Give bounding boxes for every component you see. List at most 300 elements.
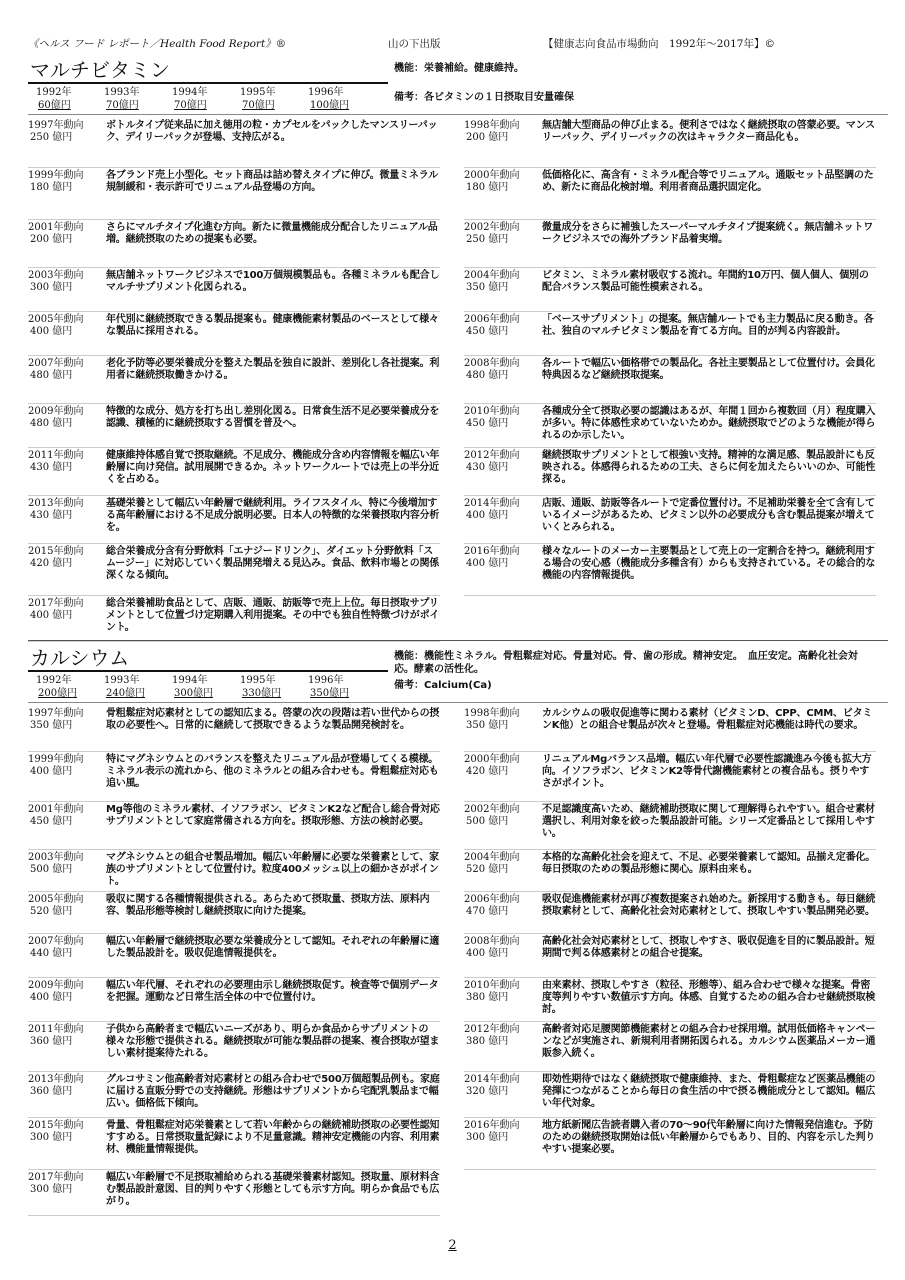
trend-year-label [464, 120, 540, 144]
year-value: 70億円 [242, 100, 275, 111]
trend-year-label [464, 498, 540, 522]
trend-entry [464, 1024, 884, 1072]
entry-rule [28, 311, 440, 312]
trend-year-label [28, 120, 104, 144]
trend-entry [28, 222, 448, 268]
entry-rule [28, 543, 440, 544]
year-market-size [172, 674, 242, 700]
section-function: 機能：機能性ミネラル。骨粗鬆症対応。骨量対応。骨、歯の形成。精神安定。 血圧安定。高齢化社会対応。酵素の活性化。 [394, 651, 858, 675]
trend-entry [464, 222, 884, 268]
trend-year: 2009年動向 [28, 980, 84, 991]
trend-text: 吸収に関する各種情報提供される。あらためて摂取量、摂取方法、原料内容、製品形態等検討し継続摂取に向けた提案。 [106, 894, 430, 917]
trend-year-label [28, 498, 104, 522]
trend-year: 2013年動向 [28, 1074, 84, 1085]
trend-text: 子供から高齢者まで幅広いニーズがあり、明らか食品からサプリメントの様々な形態で提供される。継続摂取が可能な製品群の提案、複合摂取が望ましい素材提案待たれる。 [106, 1024, 440, 1059]
trend-text: さらにマルチタイプ化進む方向。新たに微量機能成分配合したリニュアル品増。継続摂取のための提案も必要。 [106, 222, 438, 245]
year-value: 330億円 [242, 688, 282, 699]
trend-year: 2006年動向 [464, 314, 520, 325]
year-label: 1992年 [36, 675, 72, 686]
trend-year: 2005年動向 [28, 894, 84, 905]
trend-entry [464, 358, 884, 404]
trend-entry [464, 498, 884, 544]
trend-year-label [464, 406, 540, 430]
trend-entry [464, 450, 884, 496]
trend-value: 380 億円 [466, 992, 509, 1003]
trend-value: 480 億円 [30, 370, 73, 381]
trend-year: 1998年動向 [464, 708, 520, 719]
entry-rule [464, 355, 876, 356]
trend-year: 2002年動向 [464, 222, 520, 233]
trend-year: 2003年動向 [28, 270, 84, 281]
trend-value: 500 億円 [466, 816, 509, 827]
trend-year-label [28, 708, 104, 732]
trend-text: 「ベースサプリメント」の提案。無店舗ルートでも主力製品に戻る動き。各社、独自のマルチビタミン製品を育てる方向。目的が判る内容設計。 [542, 314, 874, 337]
entry-rule [464, 543, 876, 544]
trend-entry [28, 598, 448, 642]
trend-text: グルコサミン他高齢者対応素材との組み合わせで500万個超製品例も。家庭に届ける直販分野での支持継続。形態はサプリメントから宅配乳製品まで幅広い。価格低下傾向。 [106, 1074, 440, 1109]
trend-text: 継続摂取サプリメントとして根強い支持。精神的な満足感、製品設計にも反映される。体感得られるための工夫、さらに何を加えたらいいのか、可能性探る。 [542, 450, 876, 485]
trend-value: 470 億円 [466, 906, 509, 917]
trend-year: 2004年動向 [464, 270, 520, 281]
trend-entry [28, 498, 448, 544]
trend-year: 2001年動向 [28, 804, 84, 815]
trend-entry [464, 852, 884, 892]
entry-rule [28, 267, 440, 268]
trend-year: 2017年動向 [28, 598, 84, 609]
trend-text: 各ブランド売上小型化。セット商品は詰め替えタイプに伸び。微量ミネラル規制緩和・表示許可でリニュアル品登場の方向。 [106, 170, 438, 193]
trend-value: 400 億円 [30, 326, 73, 337]
year-value: 60億円 [38, 100, 71, 111]
trend-year-label [28, 1172, 104, 1196]
trend-year-label [464, 708, 540, 732]
trend-year-label [28, 804, 104, 828]
trend-year: 2003年動向 [28, 852, 84, 863]
trend-year-label [28, 1074, 104, 1098]
trend-text: リニュアルMgバランス品増。幅広い年代層で必要性認識進み今後も拡大方向。イソフラボン、ビタミンK2等骨代謝機能素材との複合品も。摂りやすさがポイント。 [542, 754, 872, 789]
year-label: 1995年 [240, 87, 276, 98]
year-value: 200億円 [38, 688, 78, 699]
trend-year: 2016年動向 [464, 1120, 520, 1131]
trend-entry [28, 894, 448, 934]
trend-entry [464, 120, 884, 168]
trend-value: 350 億円 [30, 720, 73, 731]
trend-entry [28, 754, 448, 802]
trend-year-label [28, 314, 104, 338]
trend-value: 180 億円 [30, 182, 73, 193]
year-market-size [172, 86, 242, 112]
section-multivitamin [28, 58, 888, 638]
trend-value: 350 億円 [466, 282, 509, 293]
trend-entry [464, 754, 884, 802]
trend-entry [28, 546, 448, 596]
trend-value: 420 億円 [30, 558, 73, 569]
trend-year: 1997年動向 [28, 708, 84, 719]
trend-year: 2010年動向 [464, 980, 520, 991]
trend-value: 320 億円 [466, 1086, 509, 1097]
trend-entry [28, 450, 448, 496]
entry-rule [464, 1117, 876, 1118]
trend-text: 即効性期待ではなく継続摂取で健康維持、また、骨粗鬆症など医薬品機能の発揮につながることから毎日の食生活の中で摂る機能成分として認知。幅広い年代対象。 [542, 1074, 876, 1109]
trend-entry [28, 314, 448, 356]
trend-text: 特徴的な成分、処方を打ち出し差別化図る。日常食生活不足必要栄養成分を認識、積極的に継続摂取する習慣を普及へ。 [106, 406, 440, 429]
year-market-size [104, 86, 174, 112]
trend-value: 400 億円 [30, 610, 73, 621]
trend-entry [464, 1074, 884, 1118]
entry-rule [464, 447, 876, 448]
trend-year: 2012年動向 [464, 450, 520, 461]
trend-year: 2006年動向 [464, 894, 520, 905]
trend-entry [464, 1120, 884, 1170]
entry-rule [464, 849, 876, 850]
trend-year-label [28, 980, 104, 1004]
year-market-size [36, 674, 106, 700]
trend-year: 2004年動向 [464, 852, 520, 863]
trend-entry [28, 406, 448, 448]
trend-year-label [28, 1120, 104, 1144]
entry-rule [28, 355, 440, 356]
trend-year-label [464, 894, 540, 918]
trend-year-label [28, 406, 104, 430]
trend-text: 健康維持体感自覚で摂取継続。不足成分、機能成分含め内容情報を幅広い年齢層に向け発信。試用展開できるか。ネットワークルートでは売上の半分近くを占める。 [106, 450, 440, 485]
trend-text: 基礎栄養として幅広い年齢層で継続利用。ライフスタイル、特に今後増加する高年齢層における不足成分説明必要。日本人の特徴的な栄養摂取内容分析を。 [106, 498, 440, 533]
trend-year: 1999年動向 [28, 170, 84, 181]
trend-year-label [464, 1120, 540, 1144]
trend-value: 430 億円 [466, 462, 509, 473]
trend-text: カルシウムの吸収促進等に関わる素材（ビタミンD、CPP、CMM、ビタミンK他）との組合せ製品が次々と登場。骨粗鬆症対応機能は時代の要求。 [542, 708, 873, 731]
year-market-size [240, 674, 310, 700]
trend-year: 2015年動向 [28, 546, 84, 557]
trend-year: 2000年動向 [464, 170, 520, 181]
trend-year-label [28, 936, 104, 960]
entry-rule [464, 167, 876, 168]
trend-entry [464, 894, 884, 934]
header-publisher: 山の下出版 [388, 38, 441, 50]
trend-text: 不足認識度高いため、継続補助摂取に関して理解得られやすい。組合せ素材選択し、利用対象を絞った製品設計可能。シリーズ定番品として採用しやすい。 [542, 804, 875, 839]
entry-rule [464, 267, 876, 268]
trend-entry [28, 804, 448, 850]
year-label: 1996年 [308, 675, 344, 686]
trend-value: 380 億円 [466, 1036, 509, 1047]
trend-value: 180 億円 [466, 182, 509, 193]
trend-year-label [28, 270, 104, 294]
trend-text: 年代別に継続摂取できる製品提案も。健康機能素材製品のベースとして様々な製品に採用される。 [106, 314, 439, 337]
trend-value: 300 億円 [30, 282, 73, 293]
market-size-years [28, 86, 388, 114]
trend-text: 低価格化に、高含有・ミネラル配合等でリニュアル。通販セット品堅調のため、新たに商品化検討増。利用者商品選択固定化。 [542, 170, 874, 193]
trend-entry [464, 406, 884, 448]
trend-text: 無店舗大型商品の伸び止まる。便利さではなく継続摂取の啓蒙必要。マンスリーパック、デイリーパックの次はキャラクター商品化も。 [542, 120, 875, 143]
trend-year-label [28, 358, 104, 382]
trend-year-label [464, 936, 540, 960]
trend-text: 総合栄養補助食品として、店販、通販、訪販等で売上上位。毎日摂取サプリメントとして位置づけ定期購入利用提案。その中でも独自性特徴づけがポイント。 [106, 598, 440, 633]
trend-entry [28, 1120, 448, 1170]
trend-entry [464, 708, 884, 752]
trend-entry [28, 980, 448, 1022]
entry-rule [28, 801, 440, 802]
trend-entry [28, 120, 448, 168]
trend-value: 500 億円 [30, 864, 73, 875]
entry-rule [28, 167, 440, 168]
entry-rule [28, 403, 440, 404]
trend-value: 450 億円 [466, 418, 509, 429]
year-market-size [104, 674, 174, 700]
entry-rule [464, 1021, 876, 1022]
year-label: 1995年 [240, 675, 276, 686]
entry-rule [28, 595, 440, 596]
trend-entry [464, 804, 884, 850]
years-rule [28, 114, 888, 115]
trend-value: 480 億円 [30, 418, 73, 429]
trend-year: 1998年動向 [464, 120, 520, 131]
trend-entry [28, 936, 448, 978]
entry-rule [28, 849, 440, 850]
year-label: 1994年 [172, 675, 208, 686]
section-divider [28, 640, 888, 641]
trend-year: 2002年動向 [464, 804, 520, 815]
year-value: 70億円 [174, 100, 207, 111]
trend-value: 450 億円 [466, 326, 509, 337]
section-note: 備考：Calcium(Ca) [394, 680, 492, 691]
trend-value: 300 億円 [466, 1132, 509, 1143]
trend-text: 幅広い年齢層で不足摂取補給められる基礎栄養素材認知。摂取量、原材料含む製品設計意図、目的判りやすく形態としても示す方向。明らか食品でも広がり。 [106, 1172, 440, 1207]
trend-value: 360 億円 [30, 1036, 73, 1047]
trend-value: 400 億円 [466, 510, 509, 521]
trend-year: 2007年動向 [28, 358, 84, 369]
trend-text: 本格的な高齢化社会を迎えて、不足、必要栄養素して認知。品揃え定番化。毎日摂取のための製品形態に関心。原料由来も。 [542, 852, 875, 875]
entry-rule [464, 751, 876, 752]
trend-entry [28, 1172, 448, 1216]
trend-value: 440 億円 [30, 948, 73, 959]
entry-rule [28, 641, 440, 642]
entry-rule [464, 891, 876, 892]
trend-year-label [464, 804, 540, 828]
trend-text: 幅広い年代層、それぞれの必要理由示し継続摂取促す。検査等で個別データを把握。運動など日常生活全体の中で位置付け。 [106, 980, 439, 1003]
entry-rule [28, 1169, 440, 1170]
trend-text: ボトルタイプ従来品に加え徳用の粒・カプセルをパックしたマンスリーパック、デイリーパックが登場、支持広がる。 [106, 120, 438, 143]
year-label: 1993年 [104, 675, 140, 686]
trend-entry [28, 170, 448, 220]
trend-value: 400 億円 [30, 992, 73, 1003]
trend-year-label [28, 852, 104, 876]
trend-text: 特にマグネシウムとのバランスを整えたリニュアル品が登場してくる模様。ミネラル表示の流れから、他のミネラルとの組み合わせも。骨粗鬆症対応も追い風。 [106, 754, 439, 789]
entry-rule [464, 801, 876, 802]
trend-year: 2008年動向 [464, 936, 520, 947]
trend-text: 骨量、骨粗鬆症対応栄養素として若い年齢からの継続補助摂取の必要性認知すすめる。日常摂取量記録により不足量意識。精神安定機能の内容、利用素材、機能量情報提供。 [106, 1120, 440, 1155]
section-note: 備考：各ビタミンの１日摂取目安量確保 [394, 92, 574, 103]
trend-value: 350 億円 [466, 720, 509, 731]
entry-rule [28, 1071, 440, 1072]
year-value: 240億円 [106, 688, 146, 699]
trend-value: 430 億円 [30, 510, 73, 521]
trend-text: Mg等他のミネラル素材、イソフラボン、ビタミンK2など配合し総合骨対応サプリメントとして家庭常備される方向を。摂取形態、方法の検討必要。 [106, 804, 440, 827]
trend-text: 各種成分全て摂取必要の認識はあるが、年間１回から複数回（月）程度購入が多い。特に体感性求めていないためか。継続摂取でどのような機能が得られるのか示したい。 [542, 406, 876, 441]
entry-rule [464, 219, 876, 220]
trend-year-label [464, 546, 540, 570]
trend-text: 無店舗ネットワークビジネスで100万個規模製品も。各種ミネラルも配合しマルチサプリメント化図られる。 [106, 270, 440, 293]
trend-value: 360 億円 [30, 1086, 73, 1097]
year-market-size [308, 674, 378, 700]
trend-year: 2014年動向 [464, 1074, 520, 1085]
entry-rule [28, 1215, 440, 1216]
trend-entry [464, 170, 884, 220]
section-title: カルシウム [28, 646, 388, 672]
trend-text: 総合栄養成分含有分野飲料「エナジードリンク」、ダイエット分野飲料「スムージー」に対応していく製品開発増える見込み。食品、飲料市場との関係深くなる傾向。 [106, 546, 440, 581]
trend-year-label [28, 546, 104, 570]
trend-text: 地方紙新聞広告読者購入者の70～90代年齢層に向けた情報発信進む。予防のための継続摂取開始は低い年齢層からでもあり、目的、内容を示した判りやすい提案必要。 [542, 1120, 876, 1155]
trend-entry [28, 852, 448, 892]
year-label: 1993年 [104, 87, 140, 98]
trend-year-label [464, 980, 540, 1004]
entry-rule [464, 1169, 876, 1170]
trend-entry [464, 314, 884, 356]
trend-value: 400 億円 [466, 558, 509, 569]
trend-year-label [464, 270, 540, 294]
entry-rule [464, 403, 876, 404]
trend-year-label [28, 450, 104, 474]
trend-year-label [464, 450, 540, 474]
trend-year-label [464, 852, 540, 876]
trend-value: 250 億円 [30, 132, 73, 143]
trend-year: 2017年動向 [28, 1172, 84, 1183]
trend-value: 300 億円 [30, 1184, 73, 1195]
trend-year: 2016年動向 [464, 546, 520, 557]
trend-year: 2014年動向 [464, 498, 520, 509]
trend-year: 2007年動向 [28, 936, 84, 947]
entry-rule [28, 1021, 440, 1022]
trend-year-label [28, 894, 104, 918]
trend-text: 各ルートで幅広い価格帯での製品化。各社主要製品として位置付け。会員化特典因るなど継続摂取提案。 [542, 358, 875, 381]
entry-rule [28, 447, 440, 448]
entry-rule [464, 977, 876, 978]
entry-rule [28, 933, 440, 934]
page-number: 2 [448, 1238, 457, 1253]
trend-year-label [28, 598, 104, 622]
trend-year: 1997年動向 [28, 120, 84, 131]
trend-year: 2012年動向 [464, 1024, 520, 1035]
trend-entry [464, 980, 884, 1022]
trend-year: 2000年動向 [464, 754, 520, 765]
trend-entry [28, 708, 448, 752]
trend-year: 1999年動向 [28, 754, 84, 765]
trend-text: ビタミン、ミネラル素材吸収する流れ。年間約10万円、個人個人、個別の配合バランス製品可能性模索される。 [542, 270, 869, 293]
section-function: 機能：栄養補給。健康維持。 [394, 63, 524, 74]
trend-year: 2015年動向 [28, 1120, 84, 1131]
trend-year-label [464, 1074, 540, 1098]
year-value: 350億円 [310, 688, 350, 699]
entry-rule [28, 891, 440, 892]
trend-year: 2011年動向 [28, 450, 84, 461]
trend-value: 200 億円 [30, 234, 73, 245]
trend-year-label [464, 358, 540, 382]
entry-rule [28, 751, 440, 752]
trend-year: 2008年動向 [464, 358, 520, 369]
year-label: 1992年 [36, 87, 72, 98]
trend-value: 400 億円 [466, 948, 509, 959]
trend-year: 2013年動向 [28, 498, 84, 509]
trend-value: 450 億円 [30, 816, 73, 827]
entry-rule [464, 595, 876, 596]
trend-value: 480 億円 [466, 370, 509, 381]
trend-text: 店販、通販、訪販等各ルートで定番位置付け。不足補助栄養を全て含有しているイメージがあるため、ビタミン以外の必要成分も含む製品提案が増えていくとみられる。 [542, 498, 875, 533]
trend-value: 200 億円 [466, 132, 509, 143]
trend-entry [28, 270, 448, 312]
page-header [28, 36, 888, 56]
trend-year-label [464, 1024, 540, 1048]
trend-entry [464, 546, 884, 596]
header-report-title: 【健康志向食品市場動向 1992年～2017年】© [543, 38, 775, 50]
trend-year: 2001年動向 [28, 222, 84, 233]
trend-year-label [464, 222, 540, 246]
entry-rule [28, 977, 440, 978]
trend-text: 様々なルートのメーカー主要製品として売上の一定割合を持つ。継続利用する場合の安心感（機能成分多種含有）からも支持されている。その総合的な機能の内容情報提供。 [542, 546, 876, 581]
trend-entry [28, 358, 448, 404]
years-rule [28, 702, 888, 703]
trend-year-label [464, 170, 540, 194]
trend-year-label [28, 754, 104, 778]
entry-rule [28, 219, 440, 220]
trend-year: 2005年動向 [28, 314, 84, 325]
year-value: 70億円 [106, 100, 139, 111]
trend-year: 2010年動向 [464, 406, 520, 417]
trend-year-label [28, 170, 104, 194]
trend-year: 2011年動向 [28, 1024, 84, 1035]
year-market-size [308, 86, 378, 112]
entry-rule [28, 1117, 440, 1118]
entry-rule [28, 495, 440, 496]
trend-entry [28, 1074, 448, 1118]
trend-value: 430 億円 [30, 462, 73, 473]
year-value: 300億円 [174, 688, 214, 699]
trend-year-label [28, 1024, 104, 1048]
market-size-years [28, 674, 388, 702]
trend-entry [464, 270, 884, 312]
entry-rule [464, 933, 876, 934]
section-calcium [28, 646, 888, 1226]
header-publication: 《ヘルス フード レポート／Health Food Report》® [28, 38, 287, 50]
trend-value: 300 億円 [30, 1132, 73, 1143]
trend-text: 幅広い年齢層で継続摂取必要な栄養成分として認知。それぞれの年齢層に適した製品設計を。吸収促進情報提供を。 [106, 936, 440, 959]
trend-text: 老化予防等必要栄養成分を整えた製品を独自に設計、差別化し各社提案。利用者に継続摂取働きかける。 [106, 358, 440, 381]
trend-value: 420 億円 [466, 766, 509, 777]
year-label: 1996年 [308, 87, 344, 98]
trend-text: 高齢化社会対応素材として、摂取しやすさ、吸収促進を目的に製品設計。短期間で判る体感素材との組合せ提案。 [542, 936, 875, 959]
trend-text: 微量成分をさらに補強したスーパーマルチタイプ提案続く。無店舗ネットワークビジネスでの海外ブランド品着実増。 [542, 222, 873, 245]
section-title: マルチビタミン [28, 58, 388, 84]
trend-year-label [464, 754, 540, 778]
year-market-size [240, 86, 310, 112]
trend-year: 2009年動向 [28, 406, 84, 417]
trend-value: 400 億円 [30, 766, 73, 777]
trend-year-label [464, 314, 540, 338]
entry-rule [464, 495, 876, 496]
trend-value: 520 億円 [466, 864, 509, 875]
trend-text: 骨粗鬆症対応素材としての認知広まる。啓蒙の次の段階は若い世代からの摂取の必要性へ。日常的に継続して摂取できるような製品開発検討を。 [106, 708, 440, 731]
trend-value: 250 億円 [466, 234, 509, 245]
trend-text: 吸収促進機能素材が再び複数提案され始めた。新採用する動きも。毎日継続摂取素材として、高齢化社会対応素材として、摂取しやすい製品開発必要。 [542, 894, 876, 917]
trend-text: 高齢者対応足腰関節機能素材との組み合わせ採用増。試用低価格キャンペーンなどが実施され、新規利用者開拓図られる。カルシウム医薬品メーカー通販参入続く。 [542, 1024, 876, 1059]
entry-rule [464, 311, 876, 312]
year-label: 1994年 [172, 87, 208, 98]
year-value: 100億円 [310, 100, 350, 111]
trend-year-label [28, 222, 104, 246]
trend-text: 由来素材、摂取しやすさ（粒径、形態等）、組み合わせで様々な提案。骨密度等判りやすい数値示す方向。体感、自覚するための組み合わせ継続摂取検討。 [542, 980, 876, 1015]
trend-text: マグネシウムとの組合せ製品増加。幅広い年齢層に必要な栄養素として、家族のサプリメントとして位置付け。粒度400メッシュ以上の細かさがポイント。 [106, 852, 439, 887]
entry-rule [464, 1071, 876, 1072]
year-market-size [36, 86, 106, 112]
trend-entry [464, 936, 884, 978]
trend-entry [28, 1024, 448, 1072]
trend-value: 520 億円 [30, 906, 73, 917]
